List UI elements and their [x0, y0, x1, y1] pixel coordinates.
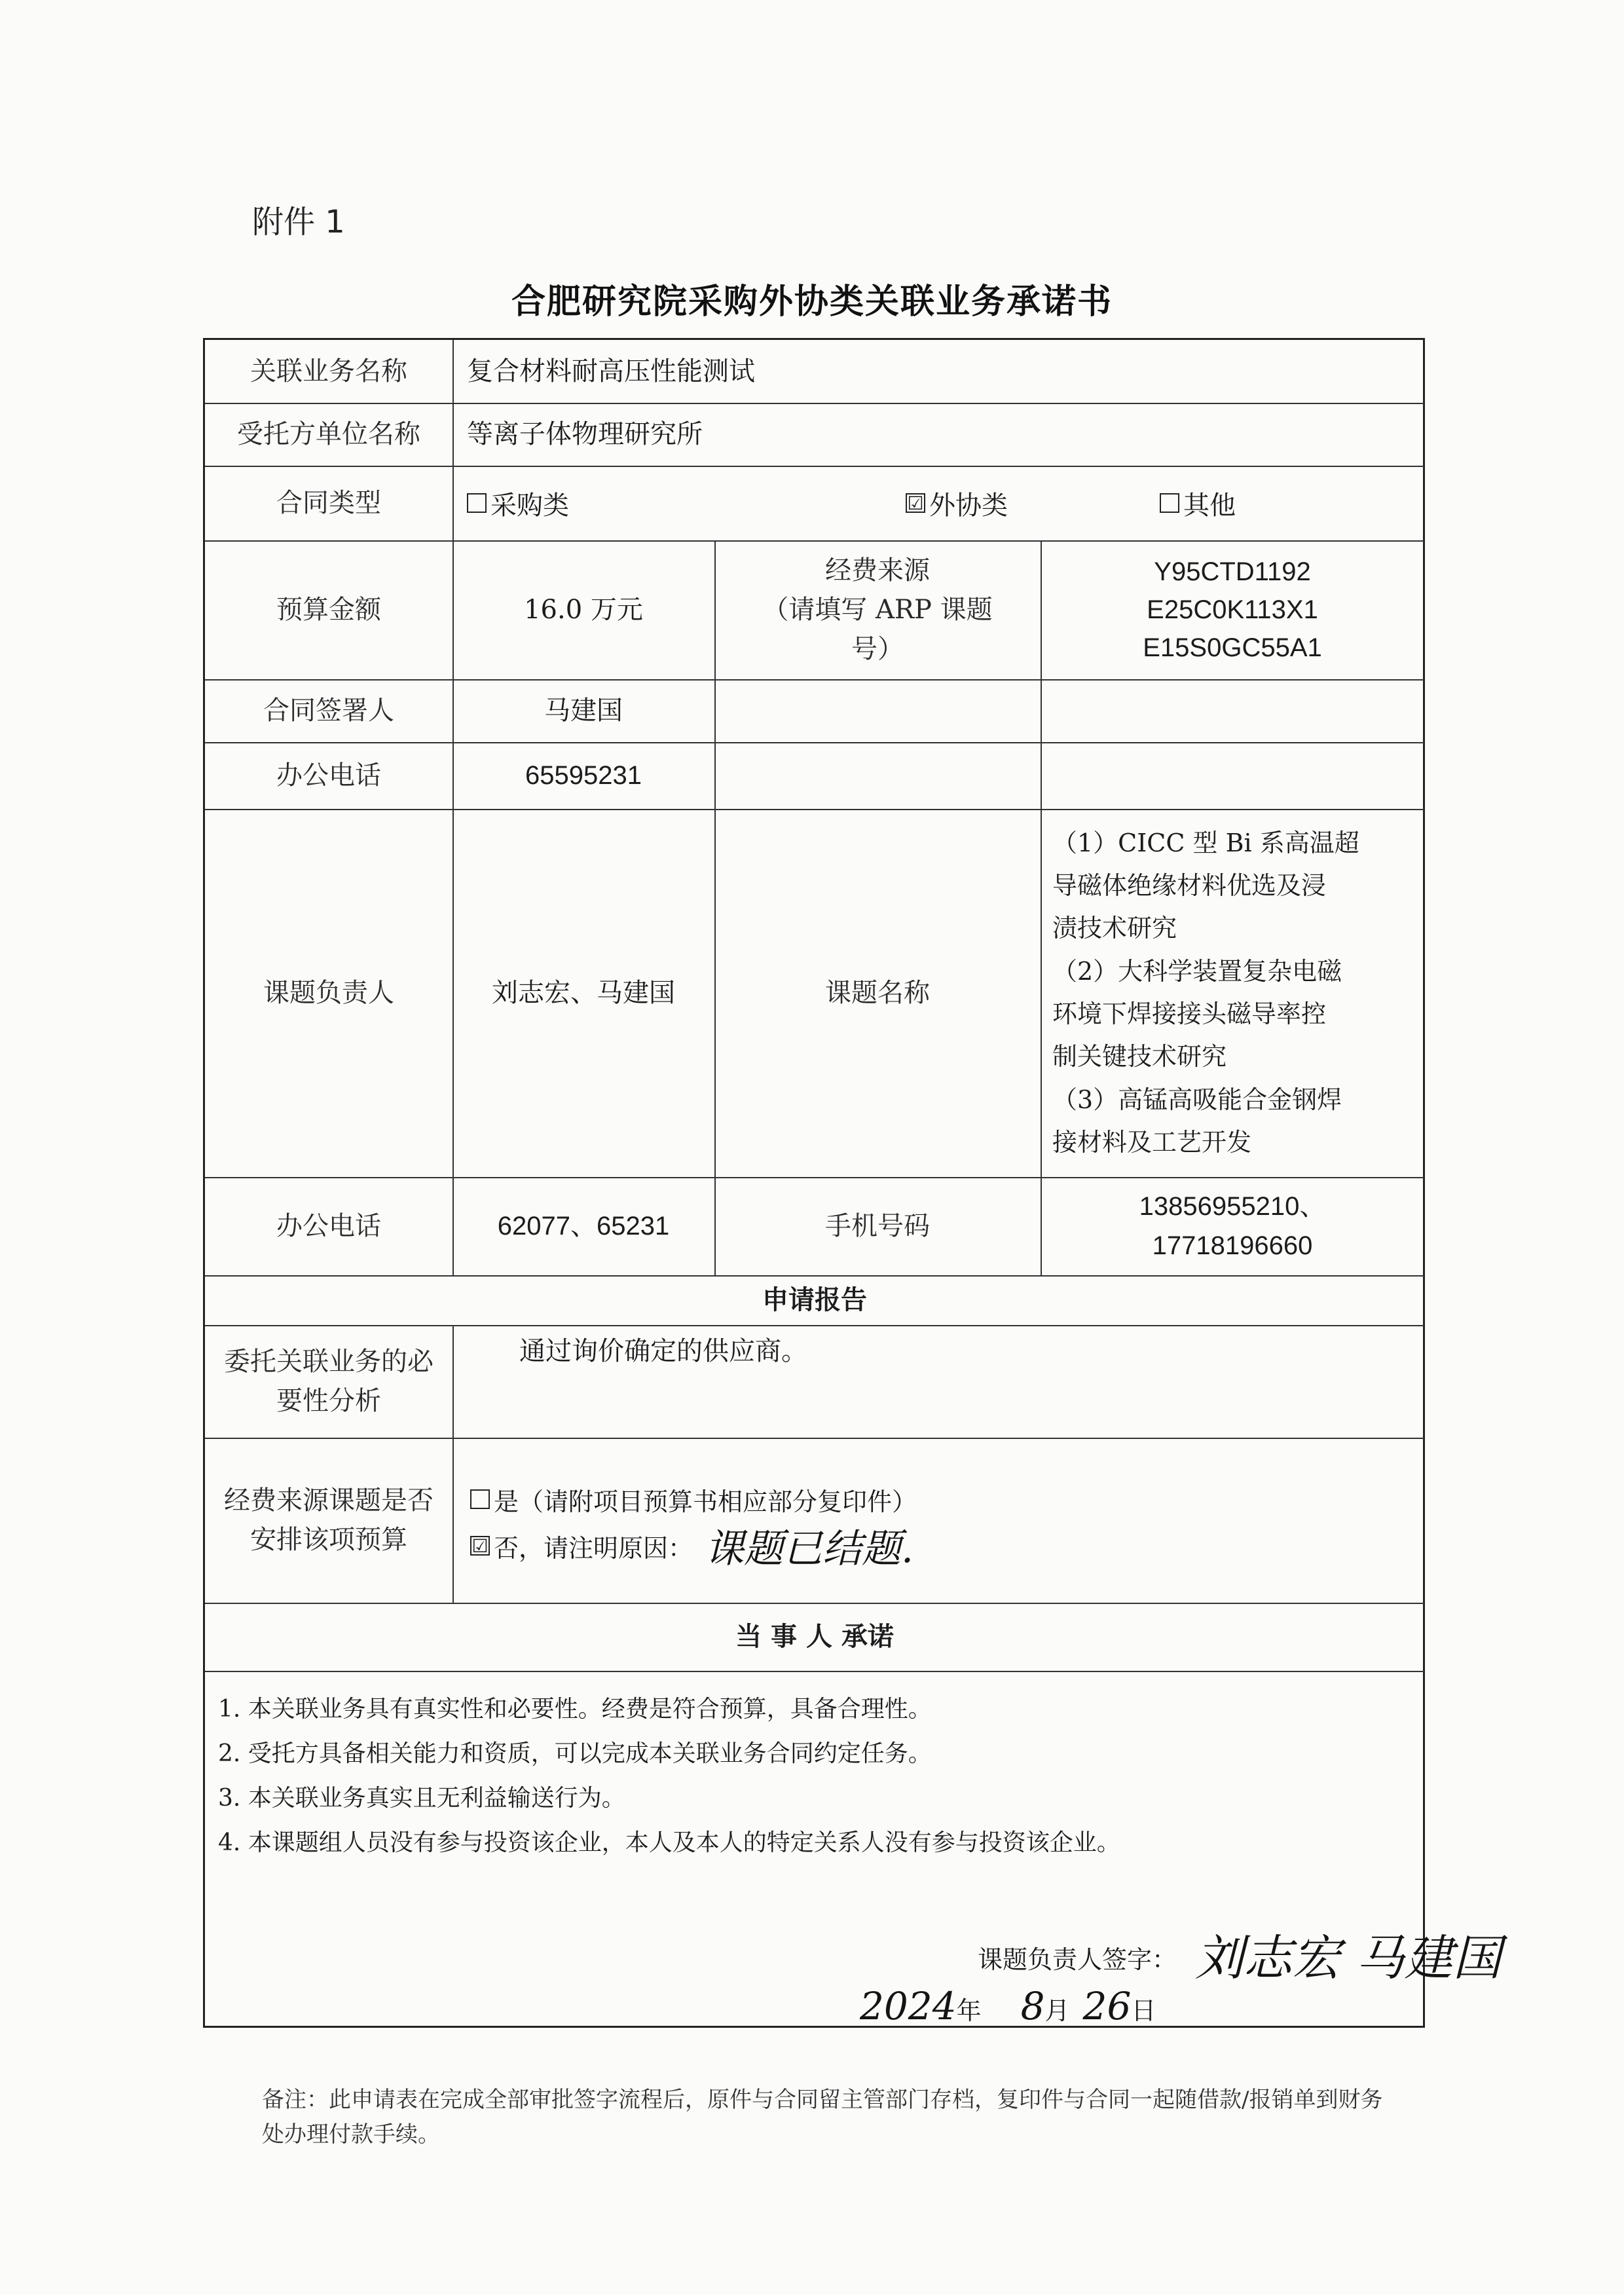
contract-type-label: 合同类型: [276, 488, 381, 518]
option-outsourcing-label: 外协类: [929, 490, 1008, 521]
outsourcing-checkbox[interactable]: ☑: [906, 493, 925, 513]
yes-checkbox[interactable]: [470, 1489, 490, 1509]
project-name-line: （3）高锰高吸能合金钢焊: [1052, 1085, 1342, 1114]
necessity-value: 通过询价确定的供应商。: [519, 1336, 807, 1366]
business-name-value: 复合材料耐高压性能测试: [467, 356, 755, 386]
project-name-line: 制关键技术研究: [1052, 1042, 1227, 1072]
mobile-label: 手机号码: [825, 1211, 930, 1241]
other-checkbox[interactable]: [1160, 493, 1179, 513]
option-other[interactable]: [1160, 474, 1236, 532]
project-name-line: （1）CICC 型 Bi 系高温超: [1052, 828, 1359, 857]
fund-code: E25C0K113X1: [1147, 595, 1318, 624]
option-outsourcing[interactable]: [906, 474, 1008, 532]
application-header: 申请报告: [762, 1285, 867, 1315]
pledge-header: 当 事 人 承诺: [735, 1622, 894, 1652]
option-purchase[interactable]: [467, 474, 569, 532]
leader-label: 课题负责人: [263, 978, 394, 1008]
month-unit: 月: [1044, 1996, 1070, 2025]
leader-value: 刘志宏、马建国: [492, 978, 675, 1008]
entrusted-unit-value: 等离子体物理研究所: [467, 419, 703, 449]
commitment-form: [203, 338, 1502, 2028]
budget-arranged-label-line1: 经费来源课题是否: [224, 1485, 434, 1516]
sign-label: 课题负责人签字：: [978, 1945, 1177, 1974]
option-no[interactable]: [470, 1523, 914, 1572]
mobile-number: 13856955210、: [1139, 1192, 1326, 1221]
column-divider: [452, 1325, 454, 1603]
option-purchase-label: 采购类: [490, 490, 569, 521]
contract-type-options: [467, 474, 1410, 532]
row-divider: [205, 1671, 1424, 1672]
budget-arranged-label-line2: 安排该项预算: [250, 1525, 407, 1555]
budget-value: 16.0 万元: [524, 595, 643, 625]
fund-source-label-line1: 经费来源: [825, 555, 930, 586]
office-phone2-label: 办公电话: [276, 1211, 381, 1241]
necessity-label-line2: 要性分析: [276, 1386, 381, 1416]
project-name-line: 接材料及工艺开发: [1052, 1128, 1252, 1157]
pledge-item: 4. 本课题组人员没有参与投资该企业，本人及本人的特定关系人没有参与投资该企业。: [218, 1829, 1120, 1856]
fund-source-label-line3: 号）: [851, 634, 904, 664]
pledge-item: 1. 本关联业务具有真实性和必要性。经费是符合预算，具备合理性。: [218, 1696, 932, 1723]
option-no-label: 否，请注明原因：: [494, 1533, 693, 1563]
pledge-item: 3. 本关联业务真实且无利益输送行为。: [218, 1785, 625, 1812]
no-checkbox[interactable]: ☑: [470, 1536, 490, 1556]
office-phone2-value: 62077、65231: [497, 1212, 670, 1241]
fund-source-label: [714, 540, 1041, 679]
fund-code: Y95CTD1192: [1154, 557, 1311, 586]
office-phone-label: 办公电话: [276, 760, 381, 791]
necessity-label-line1: 委托关联业务的必: [224, 1347, 434, 1377]
date-year: 2024: [860, 1984, 957, 2028]
purchase-checkbox[interactable]: [467, 493, 487, 513]
signer-value: 马建国: [544, 696, 623, 726]
project-name-line: （2）大科学装置复杂电磁: [1052, 956, 1342, 986]
fund-source-label-line2: （请填写 ARP 课题: [762, 595, 993, 625]
day-unit: 日: [1131, 1996, 1156, 2025]
entrusted-unit-label: 受托方单位名称: [237, 419, 420, 449]
fund-code: E15S0GC55A1: [1143, 633, 1322, 662]
mobile-values: [1041, 1177, 1424, 1275]
year-unit: 年: [956, 1996, 982, 2025]
project-name-line: 渍技术研究: [1052, 914, 1177, 943]
signer-label: 合同签署人: [263, 696, 394, 726]
business-name-label: 关联业务名称: [250, 356, 407, 386]
budget-arranged-options: [470, 1480, 1413, 1578]
project-name-label: 课题名称: [825, 978, 930, 1008]
date-month: 8: [1020, 1984, 1045, 2028]
no-reason-handwritten: 课题已结题.: [705, 1526, 914, 1572]
option-other-label: 其他: [1183, 490, 1236, 521]
budget-label: 预算金额: [276, 595, 381, 625]
attachment-label: 附件 1: [252, 204, 345, 240]
pledge-item: 2. 受托方具备相关能力和资质，可以完成本关联业务合同约定任务。: [218, 1740, 932, 1767]
mobile-number: 17718196660: [1152, 1231, 1313, 1260]
project-name-line: 导磁体绝缘材料优选及浸: [1052, 870, 1327, 900]
office-phone-value: 65595231: [525, 761, 642, 790]
necessity-label: [205, 1325, 452, 1438]
footnote: 备注：此申请表在完成全部审批签字流程后，原件与合同留主管部门存档，复印件与合同一起随借款/报销单到财务处办理付款手续。: [262, 2087, 1383, 2148]
project-name-line: 环境下焊接接头磁导率控: [1052, 999, 1327, 1028]
date-day: 26: [1082, 1984, 1132, 2028]
project-names: [1052, 809, 1419, 1177]
option-yes[interactable]: [470, 1480, 917, 1519]
document-title: 合肥研究院采购外协类关联业务承诺书: [511, 282, 1113, 322]
budget-arranged-label: [205, 1438, 452, 1603]
leader-signature: 刘志宏 马建国: [1195, 1930, 1502, 1987]
sign-date: [860, 1984, 1156, 2036]
option-yes-label: 是（请附项目预算书相应部分复印件）: [494, 1487, 917, 1516]
fund-codes: [1041, 540, 1424, 679]
